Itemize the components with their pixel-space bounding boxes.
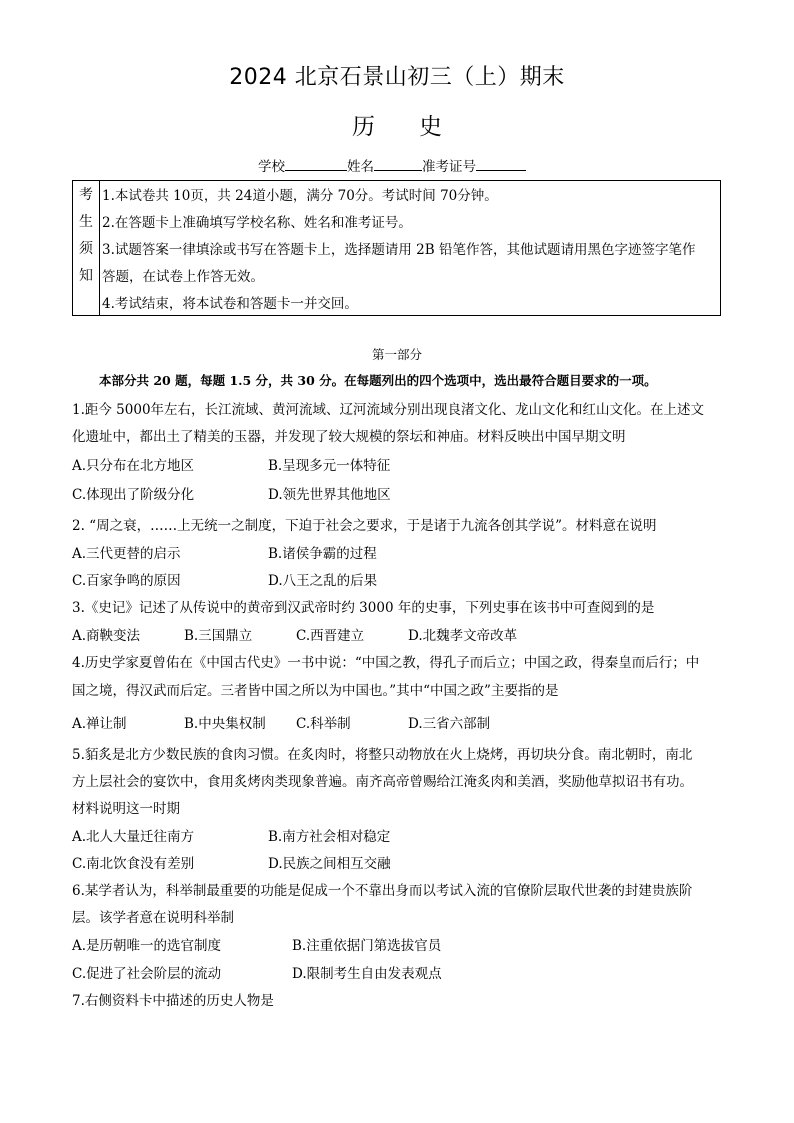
- notice-item: 3.试题答案一律填涂或书写在答题卡上，选择题请用 2B 铅笔作答，其他试题请用黑色字迹签字笔作: [102, 242, 696, 258]
- exam-title: 2024 北京石景山初三（上）期末: [229, 65, 565, 90]
- option-a: A.是历朝唯一的选官制度: [72, 938, 222, 954]
- student-info-line: [258, 155, 526, 175]
- question-text: 方上层社会的宴饮中，食用炙烤肉类现象普遍。南齐高帝曾赐给江淹炙肉和美酒，奖励他草拟诏书有功。: [72, 774, 693, 790]
- question-text: 4.历史学家夏曾佑在《中国古代史》一书中说：“中国之教，得孔子而后立；中国之政，得秦皇而后行；中: [72, 655, 700, 671]
- school-blank: [285, 158, 347, 171]
- option-c: C.南北饮食没有差别: [72, 856, 195, 872]
- option-a: A.只分布在北方地区: [72, 458, 195, 474]
- name-label: 姓名: [347, 159, 374, 175]
- question-text: 5.貊炙是北方少数民族的食肉习惯。在炙肉时，将整只动物放在火上烧烤，再切块分食。南北朝时，南北: [72, 747, 693, 763]
- option-b: B.三国鼎立: [184, 628, 253, 644]
- option-d: D.民族之间相互交融: [268, 856, 391, 872]
- candidate-notice-box: [72, 180, 721, 316]
- option-a: A.商鞅变法: [72, 628, 141, 644]
- question-text: 3.《史记》记述了从传说中的黄帝到汉武帝时约 3000 年的史事，下列史事在该书中可查阅到的是: [72, 600, 655, 616]
- question-text: 7.右侧资料卡中描述的历史人物是: [72, 993, 274, 1009]
- option-d: D.限制考生自由发表观点: [292, 966, 442, 982]
- option-b: B.诸侯争霸的过程: [268, 546, 377, 562]
- option-c: C.体现出了阶级分化: [72, 487, 195, 503]
- option-d: D.八王之乱的后果: [268, 573, 378, 589]
- option-c: C.科举制: [296, 716, 351, 732]
- part-description: 本部分共 20 题，每题 1.5 分，共 30 分。在每题列出的四个选项中，选出最符合题目要求的一项。: [99, 373, 657, 388]
- subject-char: 历: [352, 114, 375, 140]
- notice-label-char: 须: [79, 241, 93, 257]
- option-c: C.西晋建立: [296, 628, 365, 644]
- question-text: 材料说明这一时期: [72, 801, 180, 817]
- question-text: 2. “周之衰，……上无统一之制度，下迫于社会之要求，于是诸于九流各创其学说”。材料意在说明: [72, 518, 657, 534]
- option-b: B.中央集权制: [184, 716, 266, 732]
- option-a: A.三代更替的启示: [72, 546, 181, 562]
- option-d: D.领先世界其他地区: [268, 487, 391, 503]
- part-title: 第一部分: [371, 347, 422, 362]
- notice-label: [73, 181, 100, 315]
- notice-label-char: 知: [79, 268, 93, 284]
- notice-item: 4.考试结束，将本试卷和答题卡一并交回。: [102, 296, 358, 312]
- school-label: 学校: [258, 159, 285, 175]
- name-blank: [374, 158, 422, 171]
- notice-label-char: 考: [79, 187, 93, 203]
- notice-item: 答题，在试卷上作答无效。: [102, 269, 264, 285]
- question-text: 国之境，得汉武而后定。三者皆中国之所以为中国也。”其中“中国之政”主要指的是: [72, 683, 559, 699]
- option-b: B.注重依据门第选拔官员: [292, 938, 442, 954]
- notice-label-char: 生: [79, 214, 93, 230]
- notice-item: 2.在答题卡上准确填写学校名称、姓名和准考证号。: [102, 215, 412, 231]
- option-a: A.禅让制: [72, 716, 127, 732]
- option-b: B.南方社会相对稳定: [268, 829, 391, 845]
- question-text: 层。该学者意在说明科举制: [72, 910, 234, 926]
- option-d: D.北魏孝文帝改革: [408, 628, 518, 644]
- subject-title: [0, 108, 794, 141]
- option-c: C.促进了社会阶层的流动: [72, 966, 222, 982]
- question-text: 1.距今 5000年左右，长江流域、黄河流域、辽河流域分别出现良渚文化、龙山文化和红山文化。在上述文: [72, 402, 705, 418]
- option-a: A.北人大量迁往南方: [72, 829, 195, 845]
- question-text: 化遗址中，都出土了精美的玉器，并发现了较大规模的祭坛和神庙。材料反映出中国早期文明: [72, 429, 626, 445]
- option-b: B.呈现多元一体特征: [268, 458, 391, 474]
- id-blank: [476, 158, 526, 171]
- question-text: 6.某学者认为，科举制最重要的功能是促成一个不靠出身而以考试入流的官僚阶层取代世袭的封建贵族阶: [72, 883, 693, 899]
- notice-item: 1.本试卷共 10页，共 24道小题，满分 70分。考试时间 70分钟。: [102, 188, 498, 204]
- option-c: C.百家争鸣的原因: [72, 573, 181, 589]
- id-label: 准考证号: [422, 159, 476, 175]
- subject-char: 史: [419, 114, 442, 140]
- option-d: D.三省六部制: [408, 716, 491, 732]
